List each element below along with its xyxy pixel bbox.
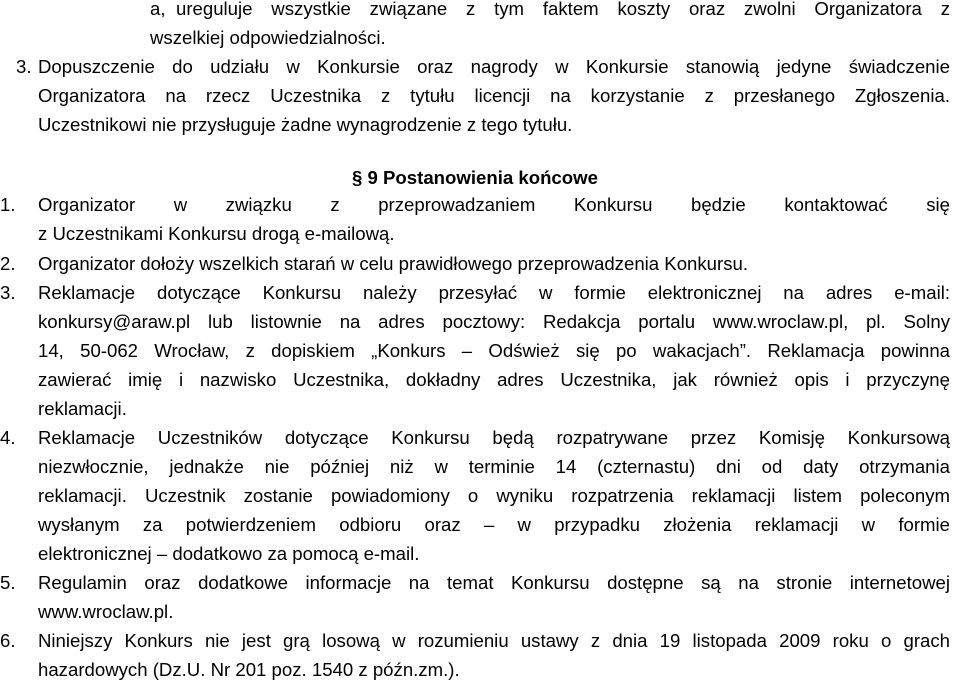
item-1-line-1: Organizator w związku z przeprowadzaniem Konkursu będzie kontaktować się: [38, 194, 950, 215]
item-4-line-4: wysłanym za potwierdzeniem odbioru oraz – w przypadku złożenia reklamacji w formie: [38, 514, 950, 535]
item-3-line-1: Reklamacje dotyczące Konkursu należy przesyłać w formie elektronicznej na adres e-mail:: [38, 282, 950, 303]
item-4-line-2: niezwłocznie, jednakże nie później niż w terminie 14 (czternastu) dni od daty otrzymania: [38, 456, 950, 477]
prev-item-3-line-1: Dopuszczenie do udziału w Konkursie oraz nagrody w Konkursie stanowią jedyne świadczenie: [38, 56, 950, 77]
section-heading: [352, 163, 598, 192]
item-a-line-1: ureguluje wszystkie związane z tym faktem koszty oraz zwolni Organizatora z: [176, 0, 950, 19]
item-6-line-1: Niniejszy Konkurs nie jest grą losową w rozumieniu ustawy z dnia 19 listopada 2009 roku o grach: [38, 630, 950, 651]
item-a-marker: a,: [150, 0, 166, 19]
section-title: 9 Postanowienia końcowe: [367, 167, 598, 188]
item-4-line-1: Reklamacje Uczestników dotyczące Konkursu będą rozpatrywane przez Komisję Konkursową: [38, 427, 950, 448]
item-1-line-2: z Uczestnikami Konkursu drogą e-mailową.: [38, 223, 395, 244]
prev-item-3-line-2: Organizatora na rzecz Uczestnika z tytułu licencji na korzystanie z przesłanego Zgłoszenia.: [38, 85, 950, 106]
prev-item-3-number: 3.: [16, 56, 32, 77]
item-4-line-3: reklamacji. Uczestnik zostanie powiadomiony o wyniku rozpatrzenia reklamacji listem poleconym: [38, 485, 950, 506]
item-3-line-4: zawierać imię i nazwisko Uczestnika, dokładny adres Uczestnika, jak również opis i przyczynę: [38, 369, 950, 390]
item-4-number: 4.: [0, 427, 16, 448]
item-4-line-5: elektronicznej – dodatkowo za pomocą e-mail.: [38, 543, 420, 564]
item-2-line-1: Organizator dołoży wszelkich starań w celu prawidłowego przeprowadzenia Konkursu.: [38, 253, 749, 274]
prev-item-3-line-3: Uczestnikowi nie przysługuje żadne wynagrodzenie z tego tytułu.: [38, 114, 573, 135]
item-5-line-1: Regulamin oraz dodatkowe informacje na temat Konkursu dostępne są na stronie internetowej: [38, 572, 950, 593]
item-3-line-2: konkursy@araw.pl lub listownie na adres pocztowy: Redakcja portalu www.wroclaw.pl, pl. Solny: [38, 311, 950, 332]
item-6-number: 6.: [0, 630, 16, 651]
item-3-line-3: 14, 50-062 Wrocław, z dopiskiem „Konkurs – Odśwież się po wakacjach”. Reklamacja powinna: [38, 340, 950, 361]
section-marker: §: [352, 167, 363, 188]
item-6-line-2: hazardowych (Dz.U. Nr 201 poz. 1540 z późn.zm.).: [38, 659, 460, 680]
item-a-line-2: wszelkiej odpowiedzialności.: [150, 27, 386, 48]
item-3-line-5: reklamacji.: [38, 398, 127, 419]
item-1-number: 1.: [0, 194, 16, 215]
item-2-number: 2.: [0, 253, 16, 274]
item-5-number: 5.: [0, 572, 16, 593]
item-3-number: 3.: [0, 282, 16, 303]
item-5-line-2: www.wroclaw.pl.: [38, 601, 174, 622]
